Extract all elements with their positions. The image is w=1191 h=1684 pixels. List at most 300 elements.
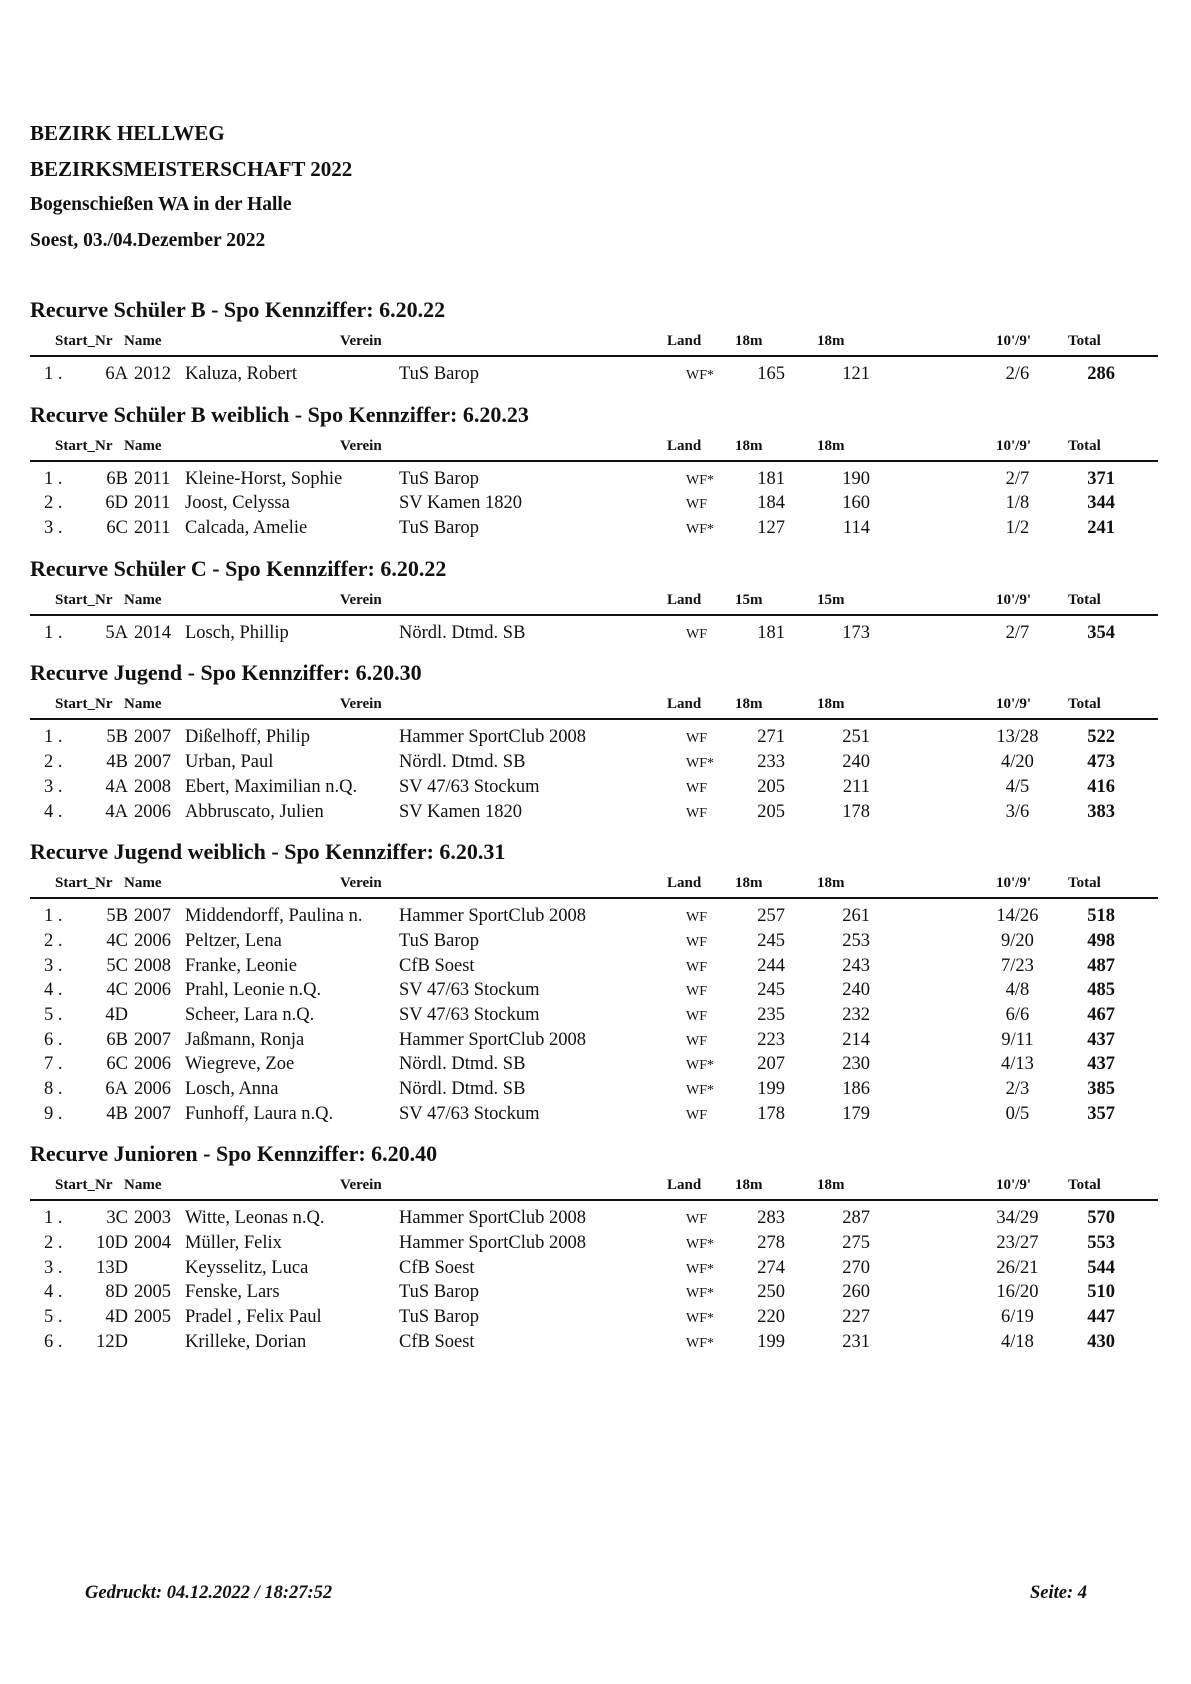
archer-name: Witte, Leonas n.Q.: [185, 1208, 325, 1229]
start-number: 4B: [106, 1103, 128, 1124]
score-round-1: 220: [757, 1307, 785, 1328]
club-name: Nördl. Dtmd. SB: [399, 752, 526, 773]
table-row: [30, 621, 1158, 646]
category-title: Recurve Schüler B weiblich - Spo Kennziffer: 6.20.23: [30, 401, 529, 427]
start-number: 4A: [105, 776, 128, 797]
birth-year: 2006: [134, 980, 171, 1001]
birth-year: 2008: [134, 776, 171, 797]
birth-year: 2014: [134, 622, 171, 643]
score-round-2: 231: [842, 1331, 870, 1352]
score-round-2: 251: [842, 727, 870, 748]
club-name: CfB Soest: [399, 1331, 475, 1352]
column-header: [30, 433, 1158, 462]
col-name: Name: [124, 591, 162, 608]
birth-year: 2006: [134, 801, 171, 822]
region-code: WF: [686, 934, 707, 950]
start-number: 6A: [105, 1079, 128, 1099]
archer-name: Middendorff, Paulina n.: [185, 906, 363, 927]
start-number: 6B: [106, 1029, 128, 1050]
rank: 5 .: [44, 1004, 63, 1025]
printed-timestamp: Gedruckt: 04.12.2022 / 18:27:52: [85, 1583, 333, 1603]
col-tens-nines: 10'/9': [996, 875, 1032, 892]
col-distance-2: 18m: [817, 875, 845, 892]
score-round-1: 278: [757, 1233, 785, 1254]
club-name: Hammer SportClub 2008: [399, 906, 587, 927]
col-start-nr: Start_Nr: [55, 437, 113, 454]
region-code: WF: [686, 1033, 707, 1049]
rank: 1 .: [44, 364, 63, 384]
championship-title: BEZIRKSMEISTERSCHAFT 2022: [30, 157, 353, 181]
rank: 3 .: [44, 776, 63, 797]
score-round-2: 227: [842, 1307, 870, 1328]
table-row: [30, 516, 1158, 541]
result-rows: [30, 899, 1158, 1140]
col-distance-1: 18m: [735, 696, 763, 713]
rank: 1 .: [44, 468, 63, 489]
start-number: 6C: [106, 518, 128, 539]
location-date: Soest, 03./04.Dezember 2022: [30, 230, 266, 251]
archer-name: Keysselitz, Luca: [185, 1257, 309, 1278]
discipline-title: Bogenschießen WA in der Halle: [30, 194, 292, 215]
archer-name: Losch, Phillip: [185, 622, 289, 643]
col-start-nr: Start_Nr: [55, 1177, 113, 1194]
col-verein: Verein: [340, 591, 382, 608]
tens-nines: 1/2: [1005, 518, 1030, 539]
table-row: [30, 954, 1158, 979]
archer-name: Calcada, Amelie: [185, 518, 308, 539]
birth-year: 2011: [134, 468, 171, 489]
region-code: WF: [686, 984, 707, 1000]
column-header: [30, 328, 1158, 357]
score-round-2: 253: [842, 930, 870, 951]
region-code: WF*: [686, 1058, 714, 1074]
rank: 2 .: [44, 493, 63, 514]
col-total: Total: [1068, 591, 1101, 608]
birth-year: 2007: [134, 1103, 171, 1124]
rank: 4 .: [44, 1282, 63, 1303]
col-tens-nines: 10'/9': [996, 1177, 1032, 1194]
tens-nines: 4/13: [1001, 1054, 1034, 1075]
start-number: 6D: [105, 493, 128, 514]
result-rows: [30, 1201, 1158, 1368]
score-round-2: 214: [842, 1029, 870, 1050]
table-row: [30, 800, 1158, 825]
rank: 1 .: [44, 1208, 63, 1229]
region-code: WF: [686, 910, 707, 926]
rank: 9 .: [44, 1103, 63, 1124]
start-number: 3C: [106, 1208, 128, 1229]
start-number: 10D: [96, 1233, 128, 1254]
col-land: Land: [667, 1177, 702, 1194]
archer-name: Krilleke, Dorian: [185, 1331, 307, 1352]
club-name: SV Kamen 1820: [399, 801, 522, 822]
birth-year: 2007: [134, 906, 171, 927]
archer-name: Wiegreve, Zoe: [185, 1054, 295, 1075]
col-total: Total: [1068, 437, 1101, 454]
region-code: WF: [686, 780, 707, 796]
column-header: [30, 587, 1158, 616]
rank: 8 .: [44, 1079, 63, 1099]
region-code: WF: [686, 497, 707, 513]
score-round-2: 287: [842, 1208, 870, 1229]
table-row: [30, 1280, 1158, 1305]
col-tens-nines: 10'/9': [996, 333, 1032, 349]
table-row: [30, 978, 1158, 1003]
total-score: 510: [1087, 1282, 1115, 1303]
col-land: Land: [667, 696, 702, 713]
col-name: Name: [124, 875, 162, 892]
score-round-1: 178: [757, 1103, 785, 1124]
birth-year: 2004: [134, 1233, 171, 1254]
tens-nines: 6/19: [1001, 1307, 1034, 1328]
table-row: [30, 1305, 1158, 1330]
tens-nines: 3/6: [1005, 801, 1030, 822]
col-distance-1: 18m: [735, 1177, 763, 1194]
region-code: WF*: [686, 368, 714, 383]
region-code: WF*: [686, 756, 714, 772]
archer-name: Pradel , Felix Paul: [185, 1307, 322, 1328]
club-name: SV 47/63 Stockum: [399, 1004, 540, 1025]
club-name: Nördl. Dtmd. SB: [399, 622, 526, 643]
birth-year: 2006: [134, 1054, 171, 1075]
region-code: WF*: [686, 1237, 714, 1253]
rank: 5 .: [44, 1307, 63, 1328]
birth-year: 2005: [134, 1307, 171, 1328]
score-round-1: 205: [757, 801, 785, 822]
region-code: WF*: [686, 1311, 714, 1327]
tens-nines: 4/8: [1005, 980, 1030, 1001]
col-total: Total: [1068, 696, 1101, 713]
tens-nines: 2/6: [1005, 364, 1030, 384]
col-start-nr: Start_Nr: [55, 333, 113, 349]
rank: 3 .: [44, 1257, 63, 1278]
birth-year: 2007: [134, 1029, 171, 1050]
table-row: [30, 1256, 1158, 1281]
total-score: 371: [1087, 468, 1115, 489]
score-round-2: 179: [842, 1103, 870, 1124]
archer-name: Scheer, Lara n.Q.: [185, 1004, 315, 1025]
col-land: Land: [667, 437, 702, 454]
archer-name: Abbruscato, Julien: [185, 801, 324, 822]
birth-year: 2007: [134, 752, 171, 773]
col-verein: Verein: [340, 696, 382, 713]
table-row: [30, 362, 1158, 387]
tens-nines: 13/28: [996, 727, 1039, 748]
table-row: [30, 1052, 1158, 1077]
archer-name: Losch, Anna: [185, 1079, 279, 1099]
total-score: 544: [1087, 1257, 1115, 1278]
score-round-1: 184: [757, 493, 785, 514]
score-round-2: 243: [842, 955, 870, 976]
category-section: [30, 296, 1158, 401]
page-number: Seite: 4: [1030, 1583, 1088, 1603]
category-section: [30, 838, 1158, 1140]
col-total: Total: [1068, 333, 1101, 349]
col-distance-2: 18m: [817, 1177, 845, 1194]
document-header: [30, 115, 352, 259]
results-list: [30, 296, 1158, 1369]
archer-name: Funhoff, Laura n.Q.: [185, 1103, 334, 1124]
club-name: TuS Barop: [399, 930, 480, 951]
archer-name: Ebert, Maximilian n.Q.: [185, 776, 358, 797]
category-section: [30, 659, 1158, 838]
tens-nines: 9/20: [1001, 930, 1034, 951]
table-row: [30, 467, 1158, 492]
total-score: 383: [1087, 801, 1115, 822]
rank: 6 .: [44, 1029, 63, 1050]
total-score: 344: [1087, 493, 1115, 514]
region-code: WF*: [686, 1335, 714, 1351]
tens-nines: 4/18: [1001, 1331, 1034, 1352]
category-title: Recurve Schüler C - Spo Kennziffer: 6.20.22: [30, 555, 447, 581]
col-name: Name: [124, 1177, 162, 1194]
club-name: TuS Barop: [399, 518, 480, 539]
score-round-1: 233: [757, 752, 785, 773]
start-number: 6C: [106, 1054, 128, 1075]
rank: 6 .: [44, 1331, 63, 1352]
birth-year: 2008: [134, 955, 171, 976]
total-score: 416: [1087, 776, 1115, 797]
col-land: Land: [667, 333, 702, 349]
birth-year: 2007: [134, 727, 171, 748]
category-title: Recurve Junioren - Spo Kennziffer: 6.20.40: [30, 1141, 438, 1167]
total-score: 437: [1087, 1029, 1115, 1050]
archer-name: Jaßmann, Ronja: [185, 1029, 305, 1050]
table-row: [30, 725, 1158, 750]
birth-year: 2011: [134, 493, 171, 514]
col-total: Total: [1068, 875, 1101, 892]
score-round-1: 127: [757, 518, 785, 539]
tens-nines: 14/26: [996, 906, 1039, 927]
rank: 1 .: [44, 906, 63, 927]
tens-nines: 23/27: [996, 1233, 1039, 1254]
score-round-2: 211: [842, 776, 870, 797]
birth-year: 2003: [134, 1208, 171, 1229]
birth-year: 2011: [134, 518, 171, 539]
rank: 1 .: [44, 622, 63, 643]
start-number: 5B: [106, 727, 128, 748]
region-code: WF: [686, 731, 707, 747]
tens-nines: 26/21: [996, 1257, 1039, 1278]
archer-name: Joost, Celyssa: [185, 493, 290, 514]
score-round-2: 261: [842, 906, 870, 927]
birth-year: 2012: [134, 364, 171, 384]
archer-name: Kaluza, Robert: [185, 364, 297, 384]
start-number: 6B: [106, 468, 128, 489]
col-distance-1: 18m: [735, 437, 763, 454]
score-round-1: 245: [757, 930, 785, 951]
total-score: 447: [1087, 1307, 1115, 1328]
total-score: 357: [1087, 1103, 1115, 1124]
start-number: 5A: [105, 622, 128, 643]
col-total: Total: [1068, 1177, 1101, 1194]
score-round-2: 232: [842, 1004, 870, 1025]
score-round-1: 199: [757, 1079, 785, 1099]
col-distance-2: 18m: [817, 333, 845, 349]
club-name: SV 47/63 Stockum: [399, 980, 540, 1001]
result-rows: [30, 357, 1158, 401]
district-title: BEZIRK HELLWEG: [30, 121, 225, 145]
club-name: Hammer SportClub 2008: [399, 1208, 587, 1229]
score-round-2: 160: [842, 493, 870, 514]
score-round-2: 240: [842, 980, 870, 1001]
archer-name: Fenske, Lars: [185, 1282, 280, 1303]
category-title: Recurve Jugend weiblich - Spo Kennziffer: 6.20.31: [30, 839, 506, 865]
total-score: 570: [1087, 1208, 1115, 1229]
col-tens-nines: 10'/9': [996, 437, 1032, 454]
archer-name: Prahl, Leonie n.Q.: [185, 980, 322, 1001]
club-name: Nördl. Dtmd. SB: [399, 1054, 526, 1075]
total-score: 467: [1087, 1004, 1115, 1025]
region-code: WF: [686, 1212, 707, 1228]
col-distance-2: 15m: [817, 591, 845, 608]
score-round-2: 190: [842, 468, 870, 489]
col-start-nr: Start_Nr: [55, 696, 113, 713]
tens-nines: 34/29: [996, 1208, 1039, 1229]
col-land: Land: [667, 875, 702, 892]
rank: 4 .: [44, 980, 63, 1001]
start-number: 4D: [105, 1004, 128, 1025]
score-round-1: 274: [757, 1257, 785, 1278]
result-rows: [30, 462, 1158, 555]
start-number: 12D: [96, 1331, 128, 1352]
club-name: TuS Barop: [399, 1307, 480, 1328]
total-score: 487: [1087, 955, 1115, 976]
region-code: WF: [686, 805, 707, 821]
archer-name: Urban, Paul: [185, 752, 274, 773]
score-round-2: 173: [842, 622, 870, 643]
archer-name: Dißelhoff, Philip: [185, 727, 311, 748]
table-row: [30, 775, 1158, 800]
col-start-nr: Start_Nr: [55, 875, 113, 892]
col-name: Name: [124, 696, 162, 713]
tens-nines: 4/5: [1005, 776, 1030, 797]
col-tens-nines: 10'/9': [996, 591, 1032, 608]
tens-nines: 6/6: [1005, 1004, 1030, 1025]
rank: 1 .: [44, 727, 63, 748]
table-row: [30, 929, 1158, 954]
region-code: WF: [686, 1008, 707, 1024]
birth-year: 2006: [134, 1079, 171, 1099]
start-number: 6A: [105, 364, 128, 384]
table-row: [30, 491, 1158, 516]
start-number: 4B: [106, 752, 128, 773]
col-start-nr: Start_Nr: [55, 591, 113, 608]
result-rows: [30, 616, 1158, 660]
region-code: WF*: [686, 1083, 714, 1098]
total-score: 518: [1087, 906, 1115, 927]
tens-nines: 2/7: [1005, 622, 1030, 643]
col-distance-1: 18m: [735, 875, 763, 892]
score-round-1: 235: [757, 1004, 785, 1025]
total-score: 354: [1087, 622, 1115, 643]
col-name: Name: [124, 333, 162, 349]
club-name: Hammer SportClub 2008: [399, 727, 587, 748]
rank: 2 .: [44, 752, 63, 773]
total-score: 553: [1087, 1233, 1115, 1254]
start-number: 5B: [106, 906, 128, 927]
club-name: SV Kamen 1820: [399, 493, 522, 514]
col-land: Land: [667, 591, 702, 608]
col-distance-2: 18m: [817, 437, 845, 454]
col-name: Name: [124, 437, 162, 454]
region-code: WF*: [686, 472, 714, 488]
score-round-2: 114: [842, 518, 870, 539]
club-name: SV 47/63 Stockum: [399, 1103, 540, 1124]
rank: 7 .: [44, 1054, 63, 1075]
table-row: [30, 1102, 1158, 1127]
region-code: WF*: [686, 1286, 714, 1302]
category-title: Recurve Schüler B - Spo Kennziffer: 6.20.22: [30, 297, 446, 322]
score-round-1: 207: [757, 1054, 785, 1075]
col-verein: Verein: [340, 1177, 382, 1194]
score-round-1: 283: [757, 1208, 785, 1229]
column-header: [30, 691, 1158, 720]
club-name: CfB Soest: [399, 1257, 475, 1278]
table-row: [30, 1077, 1158, 1102]
start-number: 4A: [105, 801, 128, 822]
score-round-1: 271: [757, 727, 785, 748]
category-section: [30, 555, 1158, 660]
score-round-1: 245: [757, 980, 785, 1001]
region-code: WF*: [686, 522, 714, 538]
start-number: 4C: [106, 930, 128, 951]
tens-nines: 4/20: [1001, 752, 1034, 773]
score-round-2: 240: [842, 752, 870, 773]
start-number: 5C: [106, 955, 128, 976]
score-round-1: 199: [757, 1331, 785, 1352]
tens-nines: 2/7: [1005, 468, 1030, 489]
archer-name: Peltzer, Lena: [185, 930, 282, 951]
score-round-1: 205: [757, 776, 785, 797]
start-number: 8D: [105, 1282, 128, 1303]
rank: 4 .: [44, 801, 63, 822]
total-score: 385: [1087, 1079, 1115, 1099]
rank: 2 .: [44, 930, 63, 951]
club-name: TuS Barop: [399, 1282, 480, 1303]
club-name: CfB Soest: [399, 955, 475, 976]
total-score: 485: [1087, 980, 1115, 1001]
score-round-1: 244: [757, 955, 785, 976]
col-distance-1: 15m: [735, 591, 763, 608]
total-score: 437: [1087, 1054, 1115, 1075]
column-header: [30, 1172, 1158, 1201]
region-code: WF: [686, 626, 707, 642]
column-header: [30, 870, 1158, 899]
table-row: [30, 1330, 1158, 1355]
table-row: [30, 1206, 1158, 1231]
score-round-2: 270: [842, 1257, 870, 1278]
region-code: WF*: [686, 1261, 714, 1277]
score-round-1: 250: [757, 1282, 785, 1303]
col-tens-nines: 10'/9': [996, 696, 1032, 713]
club-name: Hammer SportClub 2008: [399, 1233, 587, 1254]
club-name: TuS Barop: [399, 364, 480, 384]
archer-name: Franke, Leonie: [185, 955, 297, 976]
rank: 3 .: [44, 518, 63, 539]
total-score: 241: [1087, 518, 1115, 539]
table-row: [30, 1231, 1158, 1256]
club-name: TuS Barop: [399, 468, 480, 489]
category-title: Recurve Jugend - Spo Kennziffer: 6.20.30: [30, 660, 422, 686]
col-verein: Verein: [340, 437, 382, 454]
club-name: Nördl. Dtmd. SB: [399, 1079, 526, 1099]
rank: 3 .: [44, 955, 63, 976]
total-score: 473: [1087, 752, 1115, 773]
tens-nines: 2/3: [1005, 1079, 1030, 1099]
score-round-2: 275: [842, 1233, 870, 1254]
club-name: SV 47/63 Stockum: [399, 776, 540, 797]
